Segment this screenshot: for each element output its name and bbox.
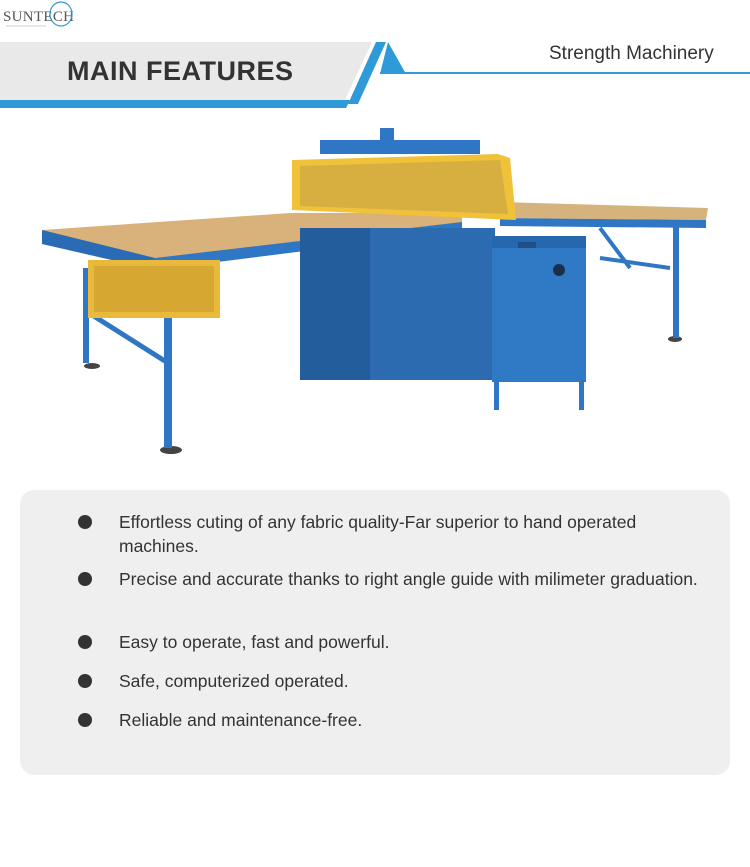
page-title: MAIN FEATURES: [67, 56, 294, 86]
feature-text: Reliable and maintenance-free.: [119, 710, 363, 730]
bullet-icon: [78, 635, 92, 649]
feature-text: Precise and accurate thanks to right angle guide with milimeter graduation.: [119, 569, 698, 589]
bullet-icon: [78, 674, 92, 688]
bullet-icon: [78, 572, 92, 586]
features-panel: [20, 490, 730, 775]
machine-photo: [30, 118, 720, 468]
suntech-logo: [0, 0, 74, 32]
feature-text: Safe, computerized operated.: [119, 671, 349, 691]
header-banner: [0, 0, 750, 110]
feature-text: Effortless cuting of any fabric quality-Far superior to hand operated machines.: [119, 512, 637, 556]
svg-text:SUNTECH: SUNTECH: [3, 9, 74, 25]
brand-name: Strength Machinery: [549, 43, 714, 64]
feature-text: Easy to operate, fast and powerful.: [119, 632, 390, 652]
bullet-icon: [78, 713, 92, 727]
bullet-icon: [78, 515, 92, 529]
